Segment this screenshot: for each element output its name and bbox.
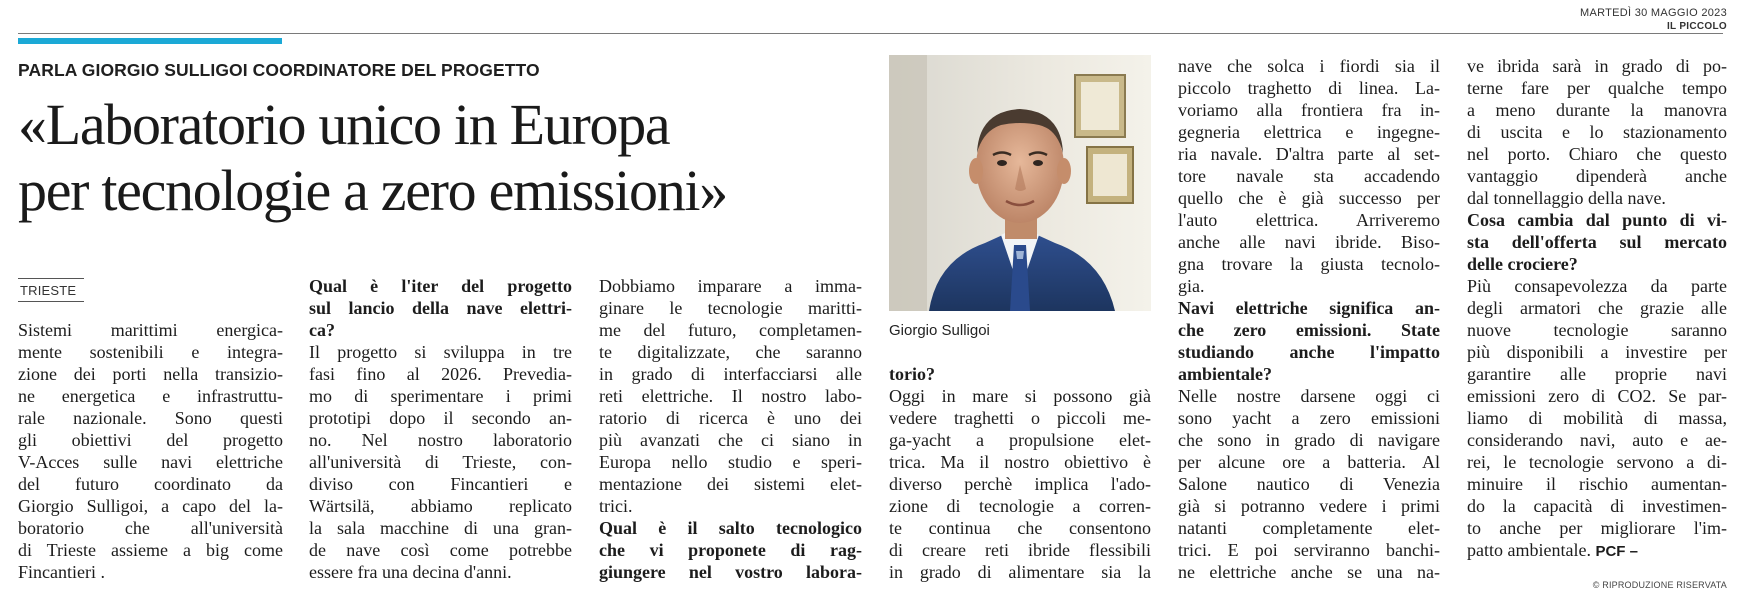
body-text-line: Salone nautico di Venezia bbox=[1178, 474, 1440, 494]
interview-question-line: ambientale? bbox=[1178, 364, 1272, 384]
body-text-line: più disponibili a investire per bbox=[1467, 342, 1727, 362]
interview-question-line: Navi elettriche significa an- bbox=[1178, 298, 1440, 318]
body-text-line: ginare le tecnologie maritti- bbox=[599, 298, 862, 318]
body-text-line: vantaggio dipenderà anche bbox=[1467, 166, 1727, 186]
body-text-line: V-Acces sulle navi elettriche bbox=[18, 452, 283, 472]
body-text-line: quello che è già successo per bbox=[1178, 188, 1440, 208]
body-text-line: ga-yacht a propulsione elet- bbox=[889, 430, 1151, 450]
dateline: TRIESTE bbox=[18, 278, 84, 302]
interview-question-line: sul lancio della nave elettri- bbox=[309, 298, 572, 318]
interview-question-line: delle crociere? bbox=[1467, 254, 1578, 274]
body-text-line: ve ibrida sarà in grado di po- bbox=[1467, 56, 1727, 76]
interview-question-line: sta dell'offerta sul mercato bbox=[1467, 232, 1727, 252]
headline-line-1: «Laboratorio unico in Europa bbox=[18, 92, 670, 157]
body-text-line: Nelle nostre darsene oggi ci bbox=[1178, 386, 1440, 406]
body-text-line: Oggi in mare si possono già bbox=[889, 386, 1151, 406]
body-text-line: nel porto. Chiaro che questo bbox=[1467, 144, 1727, 164]
body-column-5 bbox=[1178, 55, 1440, 583]
author-signoff: PCF – bbox=[1595, 543, 1638, 560]
interview-question-line: studiando anche l'impatto bbox=[1178, 342, 1440, 362]
interview-question-line: giungere nel vostro labora- bbox=[599, 562, 862, 582]
body-column-6 bbox=[1467, 55, 1727, 563]
body-column-1 bbox=[18, 319, 283, 583]
article-kicker: PARLA GIORGIO SULLIGOI COORDINATORE DEL PROGETTO bbox=[18, 60, 540, 80]
interview-question-line: che vi proponete di rag- bbox=[599, 540, 862, 560]
body-text-line: prototipi dopo il secondo an- bbox=[309, 408, 572, 428]
body-text-line: rei, le tecnologie servono a di- bbox=[1467, 452, 1727, 472]
body-text-line: di creare reti ibride flessibili bbox=[889, 540, 1151, 560]
article-headline bbox=[18, 92, 888, 224]
body-text-line: trici. E poi serviranno banchi- bbox=[1178, 540, 1440, 560]
body-text-line: gegneria elettrica e ingegne- bbox=[1178, 122, 1440, 142]
body-text-line: te continua che consentono bbox=[889, 518, 1151, 538]
body-text-line: boratorio che all'università bbox=[18, 518, 283, 538]
body-text-line: considerando navi, auto e ae- bbox=[1467, 430, 1727, 450]
body-text-line: la sala macchine di una gran- bbox=[309, 518, 572, 538]
body-text-line: anche alle navi ibride. Biso- bbox=[1178, 232, 1440, 252]
body-text-line: mentazione dei sistemi elet- bbox=[599, 474, 862, 494]
body-text-line: Fincantieri . bbox=[18, 562, 105, 582]
body-text-line: reti elettriche. Il nostro labo- bbox=[599, 386, 862, 406]
body-text-line: che sono in grado di navigare bbox=[1178, 430, 1440, 450]
body-text-line: de nave così come potrebbe bbox=[309, 540, 572, 560]
body-text-line: sono yacht a zero emissioni bbox=[1178, 408, 1440, 428]
body-text-line: no. Nel nostro laboratorio bbox=[309, 430, 572, 450]
body-text-line: garantire alle proprie navi bbox=[1467, 364, 1727, 384]
body-text-line: di uscita e lo stazionamento bbox=[1467, 122, 1727, 142]
interview-question-line: Qual è l'iter del progetto bbox=[309, 276, 572, 296]
body-column-3 bbox=[599, 275, 862, 583]
body-text-line: per alcune ore a batteria. Al bbox=[1178, 452, 1440, 472]
body-text-line: a meno durante la manovra bbox=[1467, 100, 1727, 120]
body-text-line: natanti completamente elet- bbox=[1178, 518, 1440, 538]
body-text-line: to anche per migliorare l'im- bbox=[1467, 518, 1727, 538]
headline-line-2: per tecnologie a zero emissioni» bbox=[18, 158, 727, 223]
body-text-line: nave che solca i fiordi sia il bbox=[1178, 56, 1440, 76]
body-text-line: gli obiettivi del progetto bbox=[18, 430, 283, 450]
interview-question-line: Qual è il salto tecnologico bbox=[599, 518, 862, 538]
body-text-line: trici. bbox=[599, 496, 633, 516]
body-text-line: mente sostenibili e integra- bbox=[18, 342, 283, 362]
body-column-2 bbox=[309, 275, 572, 583]
portrait-photo bbox=[889, 55, 1151, 311]
body-text-line: voriamo alla frontiera fra in- bbox=[1178, 100, 1440, 120]
interview-question-line: Cosa cambia dal punto di vi- bbox=[1467, 210, 1727, 230]
body-text-line: fasi fino al 2026. Prevedia- bbox=[309, 364, 572, 384]
body-text-line: te digitalizzate, che saranno bbox=[599, 342, 862, 362]
body-text-line: in grado di alimentare sia la bbox=[889, 562, 1151, 582]
body-text-line: in grado di interfacciarsi alle bbox=[599, 364, 862, 384]
body-text-line: patto ambientale. PCF – bbox=[1467, 540, 1638, 560]
interview-question-line: torio? bbox=[889, 364, 935, 384]
body-text-line: diviso con Fincantieri e bbox=[309, 474, 572, 494]
body-text-line: vedere traghetti o piccoli me- bbox=[889, 408, 1151, 428]
body-text-line: rale nazionale. Sono questi bbox=[18, 408, 283, 428]
body-text-line: più avanzati che ci siano in bbox=[599, 430, 862, 450]
body-text-line: me del futuro, completamen- bbox=[599, 320, 862, 340]
body-text-line: terne fare per qualche tempo bbox=[1467, 78, 1727, 98]
body-text-line: già si potranno vedere i primi bbox=[1178, 496, 1440, 516]
body-text-line: Wärtsilä, abbiamo replicato bbox=[309, 496, 572, 516]
body-text-line: trica. Ma il nostro obiettivo è bbox=[889, 452, 1151, 472]
body-text-line: degli armatori che grazie alle bbox=[1467, 298, 1727, 318]
copyright-notice: © RIPRODUZIONE RISERVATA bbox=[1592, 580, 1727, 590]
body-text-line: liamo di mobilità di massa, bbox=[1467, 408, 1727, 428]
body-text-line: gna trovare la giusta tecnolo- bbox=[1178, 254, 1440, 274]
body-text-line: emissioni zero di CO2. Se par- bbox=[1467, 386, 1727, 406]
body-text-line: essere fra una decina d'anni. bbox=[309, 562, 512, 582]
body-text-line: l'auto elettrica. Arriveremo bbox=[1178, 210, 1440, 230]
body-text-line: Più consapevolezza da parte bbox=[1467, 276, 1727, 296]
body-text-line: ria navale. D'altra parte al set- bbox=[1178, 144, 1440, 164]
body-text-line: tore navale sta accadendo bbox=[1178, 166, 1440, 186]
body-text-line: ratorio di ricerca è uno dei bbox=[599, 408, 862, 428]
body-text-line: Dobbiamo imparare a imma- bbox=[599, 276, 862, 296]
body-text-line: Il progetto si sviluppa in tre bbox=[309, 342, 572, 362]
portrait-image bbox=[889, 55, 1151, 311]
interview-question-line: che zero emissioni. State bbox=[1178, 320, 1440, 340]
body-text-line: do la capacità di investimen- bbox=[1467, 496, 1727, 516]
body-text-line: all'università di Trieste, con- bbox=[309, 452, 572, 472]
body-text-line: Europa nello studio e speri- bbox=[599, 452, 862, 472]
photo-caption: Giorgio Sulligoi bbox=[889, 322, 990, 339]
body-text-line: minuire il rischio aumentan- bbox=[1467, 474, 1727, 494]
body-text-line: ne elettriche anche se una na- bbox=[1178, 562, 1440, 582]
body-text-line: nuove tecnologie saranno bbox=[1467, 320, 1727, 340]
body-text-line: dal tonnellaggio della nave. bbox=[1467, 188, 1666, 208]
body-text-line: diverso perchè implica l'ado- bbox=[889, 474, 1151, 494]
interview-question-line: ca? bbox=[309, 320, 335, 340]
body-text-line: Sistemi marittimi energica- bbox=[18, 320, 283, 340]
body-text-line: piccolo traghetto di linea. La- bbox=[1178, 78, 1440, 98]
accent-bar bbox=[18, 38, 282, 44]
body-text-line: gia. bbox=[1178, 276, 1205, 296]
body-text-line: zione dei porti nella transizio- bbox=[18, 364, 283, 384]
newspaper-name: IL PICCOLO bbox=[1666, 21, 1727, 32]
body-text-line: di Trieste assieme a big come bbox=[18, 540, 283, 560]
body-column-4 bbox=[889, 363, 1151, 583]
body-text-line: mo di sperimentare i primi bbox=[309, 386, 572, 406]
body-text-line: del futuro coordinato da bbox=[18, 474, 283, 494]
body-text-line: zione di tecnologie a corren- bbox=[889, 496, 1151, 516]
body-text-line: ne energetica e infrastruttu- bbox=[18, 386, 283, 406]
body-text-line: Giorgio Sulligoi, a capo del la- bbox=[18, 496, 283, 516]
issue-date: MARTEDÌ 30 MAGGIO 2023 bbox=[1579, 7, 1727, 19]
masthead-divider bbox=[18, 33, 1723, 34]
